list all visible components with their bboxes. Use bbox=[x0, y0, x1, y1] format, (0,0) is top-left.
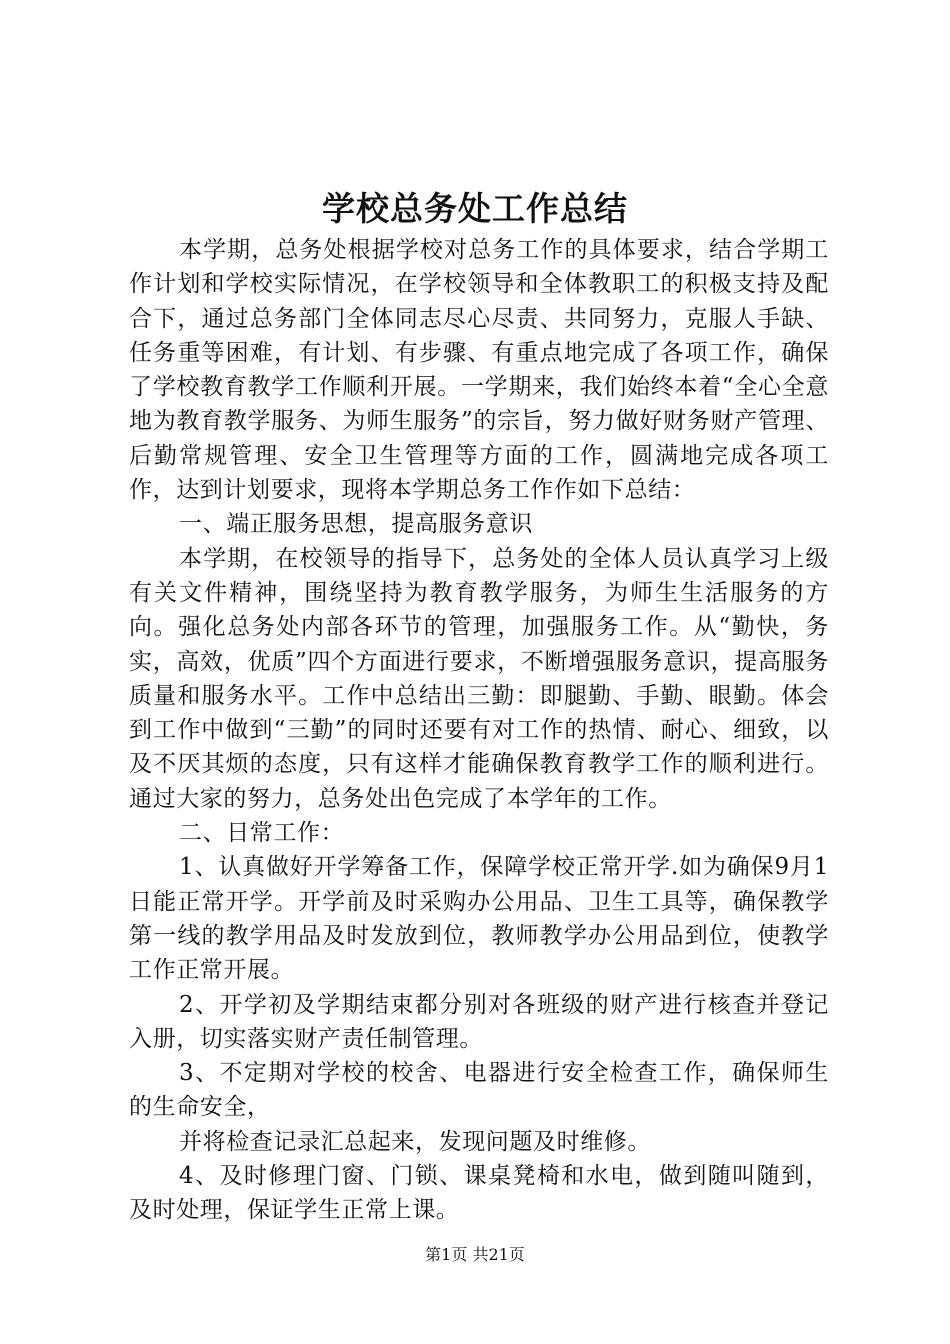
document-title: 学校总务处工作总结 bbox=[322, 189, 628, 228]
paragraph-item-3: 3、不定期对学校的校舍、电器进行安全检查工作，确保师生的生命安全， bbox=[129, 1060, 829, 1121]
paragraph-service: 本学期，在校领导的指导下，总务处的全体人员认真学习上级有关文件精神，围绕坚持为教育教学服务，为师生生活服务的方向。强化总务处内部各环节的管理，加强服务工作。从“勤快，务实，高效，优质”四个方面进行要求，不断增强服务意识，提高服务质量和服务水平。工作中总结出三勤：即腿勤、手勤、眼勤。体会到工作中做到“三勤”的同时还要有对工作的热情、耐心、细致，以及不厌其烦的态度，只有这样才能确保教育教学工作的顺利进行。通过大家的努力，总务处出色完成了本学年的工作。 bbox=[129, 545, 829, 812]
paragraph-item-1: 1、认真做好开学筹备工作，保障学校正常开学.如为确保9月1日能正常开学。开学前及时采购办公用品、卫生工具等，确保教学第一线的教学用品及时发放到位，教师教学办公用品到位，使教学工作正常开展。 bbox=[129, 854, 829, 984]
section-heading-2: 二、日常工作： bbox=[179, 820, 345, 847]
paragraph-item-2: 2、开学初及学期结束都分别对各班级的财产进行核查并登记入册，切实落实财产责任制管理。 bbox=[129, 991, 829, 1052]
paragraph-item-4: 4、及时修理门窗、门锁、课桌凳椅和水电，做到随叫随到，及时处理，保证学生正常上课。 bbox=[129, 1163, 829, 1224]
page-number-footer: 第1页 共21页 bbox=[425, 1245, 525, 1264]
section-heading-1: 一、端正服务思想，提高服务意识 bbox=[179, 511, 533, 538]
paragraph-item-3-continued: 并将检查记录汇总起来，发现问题及时维修。 bbox=[179, 1128, 651, 1155]
paragraph-intro: 本学期，总务处根据学校对总务工作的具体要求，结合学期工作计划和学校实际情况，在学校领导和全体教职工的积极支持及配合下，通过总务部门全体同志尽心尽责、共同努力，克服人手缺、任务重等困难，有计划、有步骤、有重点地完成了各项工作，确保了学校教育教学工作顺利开展。一学期来，我们始终本着“全心全意地为教育教学服务、为师生服务”的宗旨，努力做好财务财产管理、后勤常规管理、安全卫生管理等方面的工作，圆满地完成各项工作，达到计划要求，现将本学期总务工作作如下总结： bbox=[129, 237, 829, 504]
document-body bbox=[129, 233, 829, 1228]
